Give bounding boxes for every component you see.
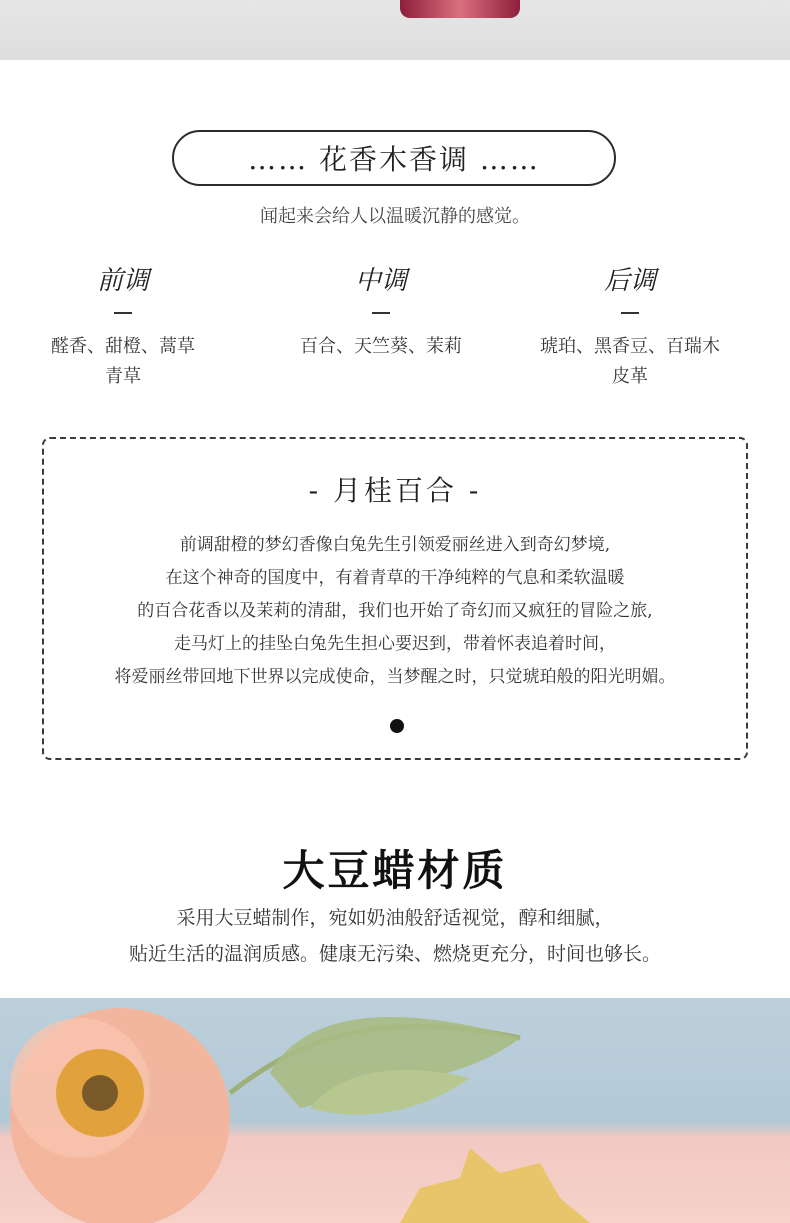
base-notes-column bbox=[520, 262, 740, 392]
gold-ornament bbox=[400, 1148, 590, 1223]
top-notes-line: 醛香、甜橙、蒿草 bbox=[51, 336, 195, 357]
story-line: 将爱丽丝带回地下世界以完成使命，当梦醒之时，只觉琥珀般的阳光明媚。 bbox=[114, 667, 676, 687]
story-title: - 月桂百合 - bbox=[308, 474, 482, 507]
top-notes-line: 青草 bbox=[105, 366, 141, 387]
divider-dash bbox=[621, 312, 639, 314]
flower-pistil bbox=[82, 1075, 118, 1111]
base-notes-line: 皮革 bbox=[612, 366, 648, 387]
base-notes-title: 后调 bbox=[603, 266, 656, 296]
story-box bbox=[42, 437, 748, 760]
scent-family-subtitle: 闻起来会给人以温暖沉静的感觉。 bbox=[260, 206, 530, 227]
material-description bbox=[0, 900, 790, 972]
candle-jar-bottom bbox=[400, 0, 520, 18]
material-title: 大豆蜡材质 bbox=[282, 846, 508, 895]
divider-dash bbox=[372, 312, 390, 314]
base-notes-line: 琥珀、黑香豆、百瑞木 bbox=[540, 336, 720, 357]
middle-notes-column bbox=[270, 262, 492, 362]
top-notes-column bbox=[18, 262, 228, 392]
material-line: 采用大豆蜡制作，宛如奶油般舒适视觉，醇和细腻， bbox=[176, 907, 614, 929]
story-line: 前调甜橙的梦幻香像白兔先生引领爱丽丝进入到奇幻梦境, bbox=[179, 535, 611, 555]
material-line: 贴近生活的温润质感。健康无污染、燃烧更充分，时间也够长。 bbox=[128, 943, 661, 965]
top-product-photo bbox=[0, 0, 790, 60]
story-line: 的百合花香以及茉莉的清甜，我们也开始了奇幻而又疯狂的冒险之旅, bbox=[137, 601, 653, 621]
middle-notes-title: 中调 bbox=[354, 266, 407, 296]
story-line: 在这个神奇的国度中，有着青草的干净纯粹的气息和柔软温暖 bbox=[165, 568, 625, 588]
flower-illustration bbox=[0, 998, 790, 1223]
middle-notes-line: 百合、天竺葵、茉莉 bbox=[300, 336, 462, 357]
dot-ornament bbox=[390, 719, 404, 733]
bottom-product-photo bbox=[0, 998, 790, 1223]
notes-section bbox=[0, 262, 790, 402]
story-line: 走马灯上的挂坠白兔先生担心要迟到，带着怀表追着时间， bbox=[174, 634, 616, 654]
story-text bbox=[44, 529, 746, 694]
divider-dash bbox=[114, 312, 132, 314]
top-notes-title: 前调 bbox=[96, 266, 149, 296]
scent-family-title: …… 花香木香调 …… bbox=[172, 130, 616, 186]
